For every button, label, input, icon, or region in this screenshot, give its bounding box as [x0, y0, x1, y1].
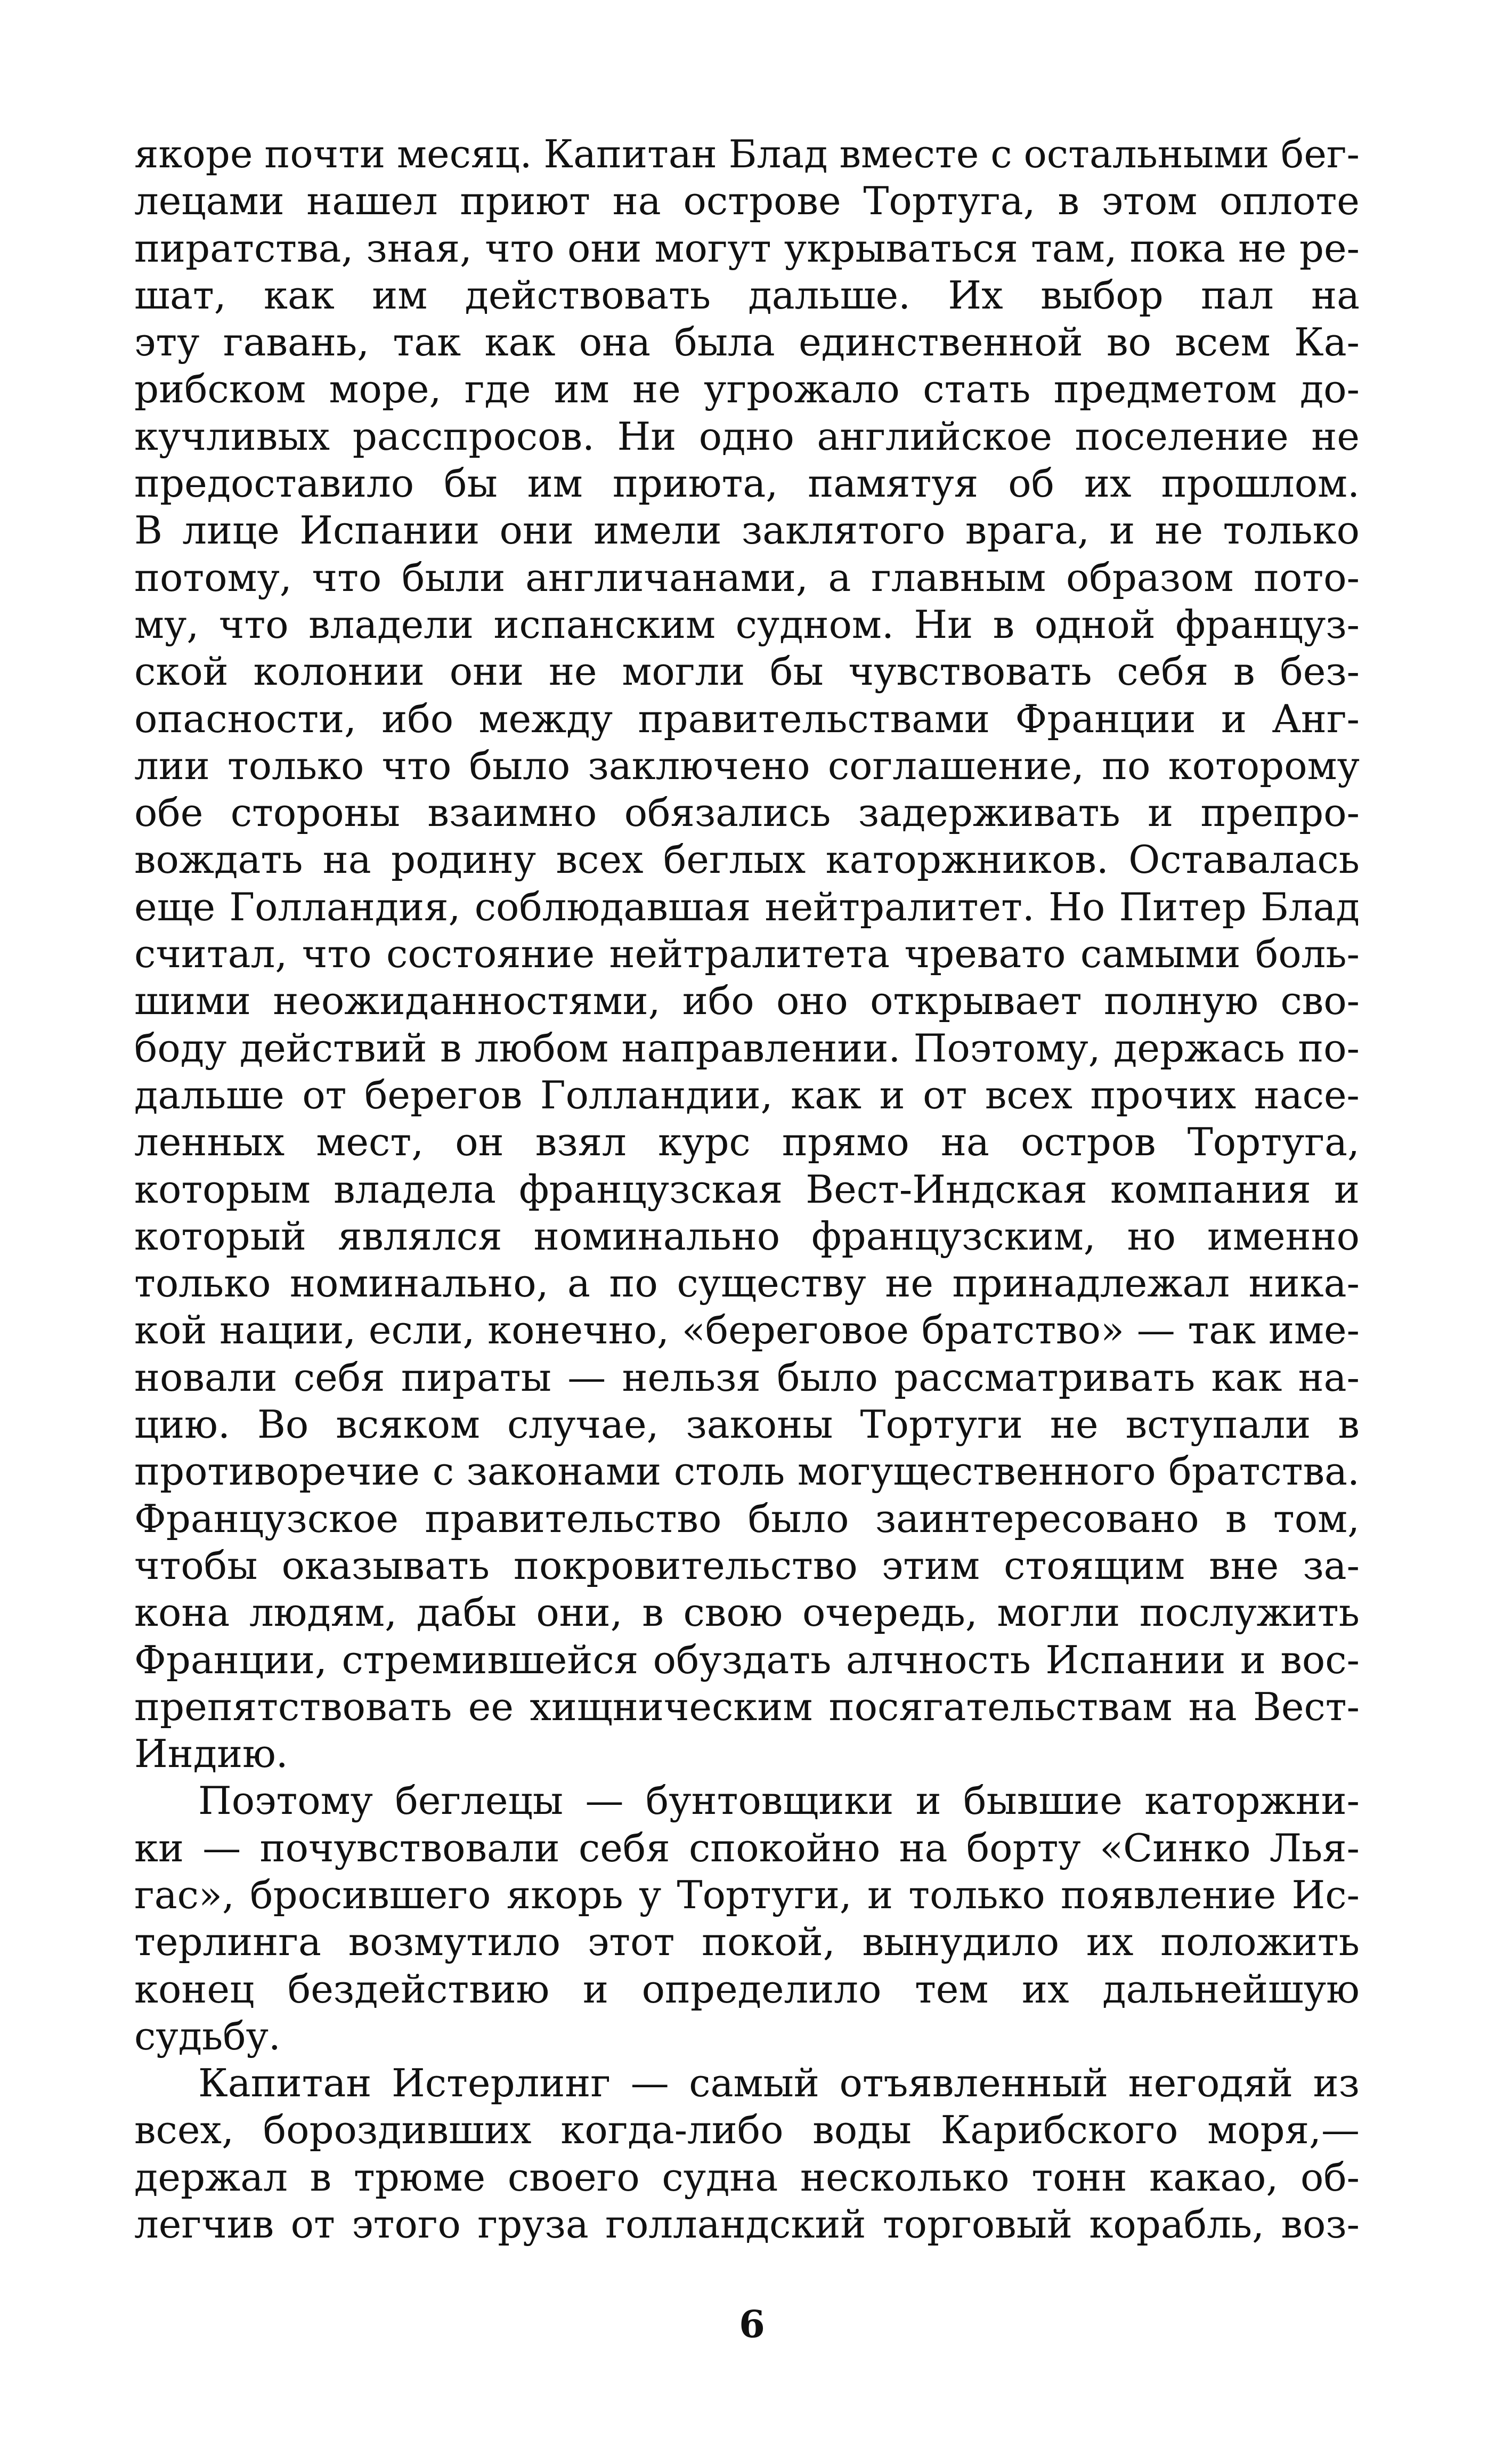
text-line: противоречие с законами столь могущественного братства. — [134, 1449, 1360, 1494]
text-line: ки — почувствовали себя спокойно на борту «Синко Лья- — [134, 1825, 1360, 1870]
text-line: эту гавань, так как она была единственной во всем Ка- — [134, 320, 1360, 365]
text-line: Франции, стремившейся обуздать алчность Испании и вос- — [134, 1637, 1360, 1682]
text-line: му, что владели испанским судном. Ни в одной француз- — [134, 602, 1360, 647]
text-line: опасности, ибо между правительствами Франции и Анг- — [134, 696, 1360, 741]
text-line: которым владела французская Вест-Индская компания и — [134, 1166, 1360, 1212]
text-line: Поэтому беглецы — бунтовщики и бывшие каторжни- — [198, 1778, 1360, 1823]
text-line: ленных мест, он взял курс прямо на остров Тортуга, — [134, 1120, 1360, 1165]
text-line: считал, что состояние нейтралитета чревато самыми боль- — [134, 931, 1360, 977]
text-line: конец бездействию и определило тем их дальнейшую — [134, 1966, 1360, 2012]
text-line: чтобы оказывать покровительство этим стоящим вне за- — [134, 1543, 1360, 1588]
text-line: препятствовать ее хищническим посягательствам на Вест- — [134, 1684, 1360, 1729]
body-text — [134, 131, 1360, 2248]
text-line: лии только что было заключено соглашение, по которому — [134, 743, 1360, 788]
text-line: шими неожиданностями, ибо оно открывает полную сво- — [134, 978, 1360, 1024]
text-line: Индию. — [134, 1731, 288, 1777]
text-line: шат, как им действовать дальше. Их выбор пал на — [134, 272, 1360, 318]
text-line: Капитан Истерлинг — самый отъявленный негодяй из — [198, 2061, 1360, 2106]
text-line: Французское правительство было заинтересовано в том, — [134, 1496, 1360, 1541]
text-line: обе стороны взаимно обязались задерживать и препро- — [134, 790, 1360, 836]
text-line: лецами нашел приют на острове Тортуга, в этом оплоте — [134, 179, 1360, 224]
text-line: боду действий в любом направлении. Поэтому, держась по- — [134, 1025, 1360, 1071]
text-line: легчив от этого груза голландский торговый корабль, воз- — [134, 2202, 1360, 2247]
text-line: предоставило бы им приюта, памятуя об их прошлом. — [134, 461, 1360, 506]
text-line: ской колонии они не могли бы чувствовать себя в без- — [134, 649, 1360, 694]
text-line: кучливых расспросов. Ни одно английское поселение не — [134, 414, 1360, 459]
text-line: рибском море, где им не угрожало стать предметом до- — [134, 367, 1360, 412]
text-line: новали себя пираты — нельзя было рассматривать как на- — [134, 1355, 1360, 1400]
text-line: который являлся номинально французским, но именно — [134, 1213, 1360, 1259]
page-number: 6 — [739, 2302, 765, 2346]
text-line: кона людям, дабы они, в свою очередь, могли послужить — [134, 1590, 1360, 1635]
text-line: судьбу. — [134, 2013, 281, 2058]
text-line: только номинально, а по существу не принадлежал ника- — [134, 1261, 1360, 1306]
text-line: В лице Испании они имели заклятого врага, и не только — [134, 508, 1360, 553]
text-line: кой нации, если, конечно, «береговое братство» — так име- — [134, 1308, 1360, 1353]
text-line: дальше от берегов Голландии, как и от всех прочих насе- — [134, 1072, 1360, 1117]
text-line: цию. Во всяком случае, законы Тортуги не вступали в — [134, 1402, 1360, 1447]
text-line: якоре почти месяц. Капитан Блад вместе с остальными бег- — [134, 132, 1360, 176]
text-line: терлинга возмутило этот покой, вынудило их положить — [134, 1919, 1360, 1965]
text-line: гас», бросившего якорь у Тортуги, и только появление Ис- — [134, 1872, 1360, 1917]
text-line: вождать на родину всех беглых каторжников. Оставалась — [134, 837, 1360, 882]
text-line: держал в трюме своего судна несколько тонн какао, об- — [134, 2154, 1360, 2200]
text-line: еще Голландия, соблюдавшая нейтралитет. Но Питер Блад — [134, 884, 1360, 929]
text-line: всех, бороздивших когда-либо воды Карибского моря,— — [134, 2108, 1360, 2153]
text-line: потому, что были англичанами, а главным образом пото- — [134, 555, 1360, 600]
text-line: пиратства, зная, что они могут укрываться там, пока не ре- — [134, 225, 1360, 271]
